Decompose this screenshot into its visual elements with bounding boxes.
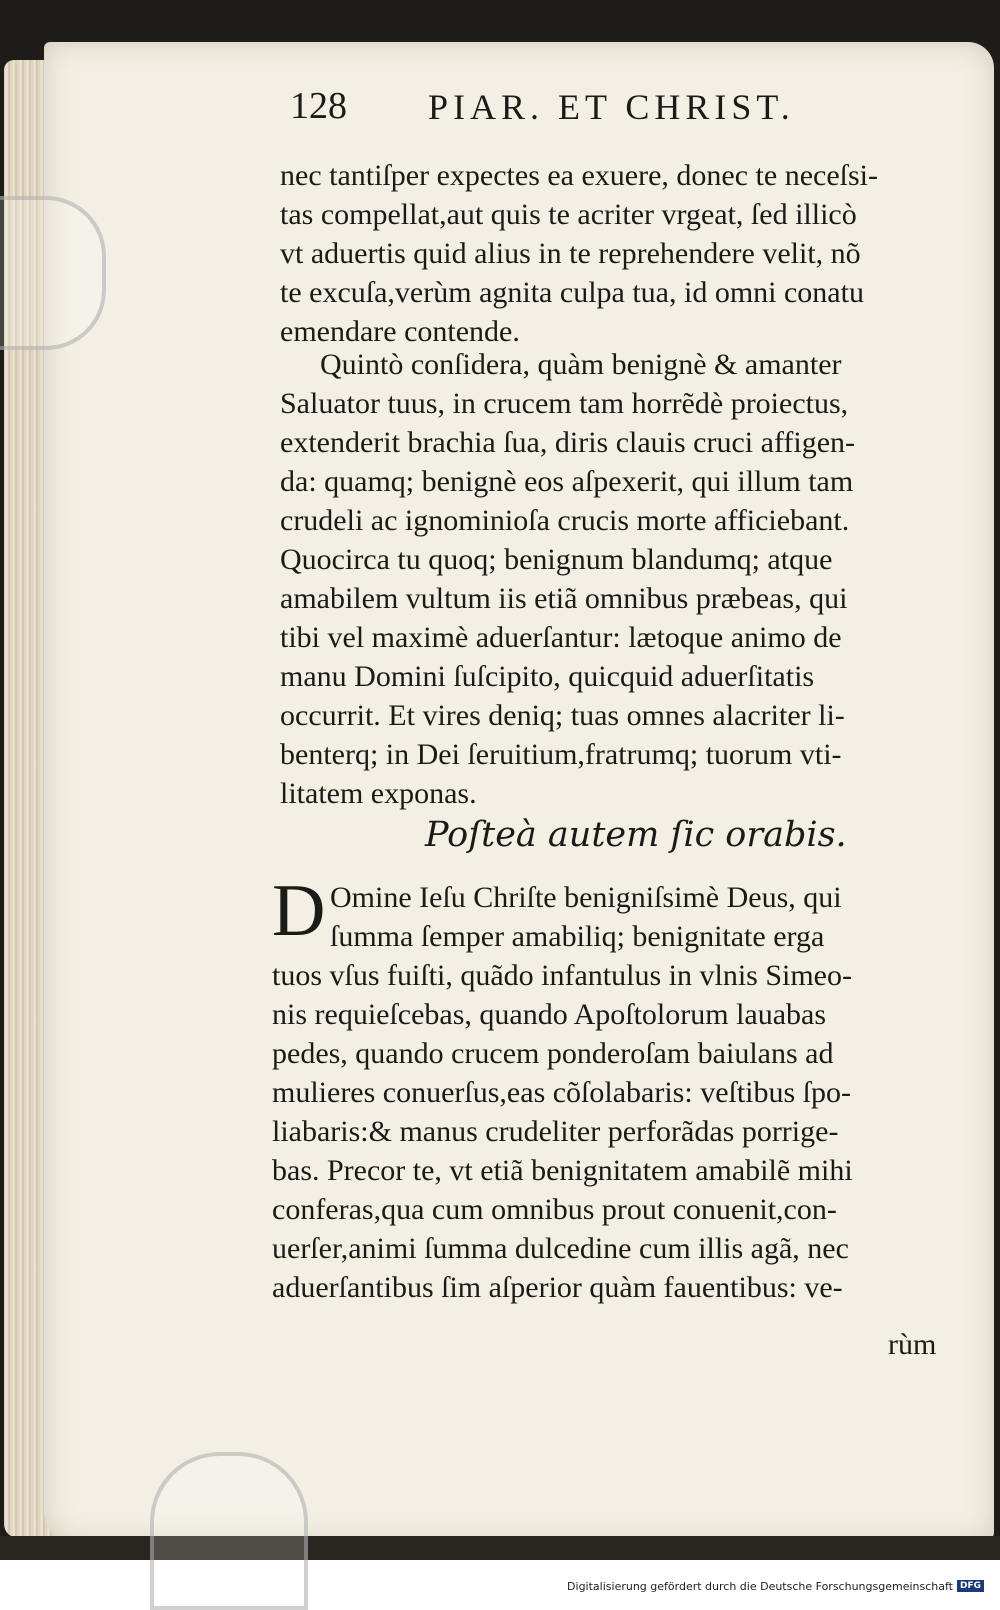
page-clip-bottom bbox=[150, 1452, 308, 1610]
text-line: Quocirca tu quoq; benignum blandumq; atque bbox=[280, 543, 833, 576]
text-line: emendare contende. bbox=[280, 315, 520, 348]
text-line: tas compellat,aut quis te acriter vrgeat, ſed illicò bbox=[280, 198, 857, 231]
text-line: uerſer,animi ſumma dulcedine cum illis agã, nec bbox=[272, 1232, 849, 1265]
paragraph-1 bbox=[280, 156, 962, 351]
text-line: nis requieſcebas, quando Apoſtolorum lauabas bbox=[272, 998, 827, 1031]
page-number: 128 bbox=[290, 85, 347, 127]
text-line: amabilem vultum iis etiã omnibus præbeas, qui bbox=[280, 582, 848, 615]
text-line: te excuſa,verùm agnita culpa tua, id omni conatu bbox=[280, 276, 864, 309]
digitization-credit bbox=[567, 1578, 984, 1594]
dfg-logo-icon: DFG bbox=[957, 1580, 984, 1592]
text-line: vt aduertis quid alius in te reprehendere velit, nõ bbox=[280, 237, 861, 270]
text-line: manu Domini ſuſcipito, quicquid aduerſitatis bbox=[280, 660, 815, 693]
running-title: PIAR. ET CHRIST. bbox=[428, 87, 795, 127]
paragraph-2 bbox=[280, 345, 962, 813]
page-clip-left bbox=[0, 196, 106, 350]
text-line: nec tantiſper expectes ea exuere, donec te neceſsi- bbox=[280, 159, 878, 192]
text-line: Saluator tuus, in crucem tam horrẽdè proiectus, bbox=[280, 387, 849, 420]
text-line: mulieres conuerſus,eas cõſolabaris: veſtibus ſpo- bbox=[272, 1076, 852, 1109]
page-header bbox=[290, 84, 900, 128]
text-line: litatem exponas. bbox=[280, 777, 477, 810]
text-line: Omine Ieſu Chriſte benigniſsimè Deus, qui bbox=[330, 881, 842, 914]
text-line: tuos vſus fuiſti, quãdo infantulus in vlnis Simeo- bbox=[272, 959, 852, 992]
catchword: rùm bbox=[888, 1328, 937, 1361]
text-line: aduerſantibus ſim aſperior quàm fauentibus: ve- bbox=[272, 1271, 843, 1304]
text-line: bas. Precor te, vt etiã benignitatem amabilẽ mihi bbox=[272, 1154, 853, 1187]
text-line: extenderit brachia ſua, diris clauis cruci affigen- bbox=[280, 426, 856, 459]
text-line: tibi vel maximè aduerſantur: lætoque animo de bbox=[280, 621, 842, 654]
credit-text: Digitalisierung gefördert durch die Deutsche Forschungsgemeinschaft bbox=[567, 1579, 953, 1593]
prayer-heading: Poſteà autem ſic orabis. bbox=[425, 815, 847, 855]
text-line: benterq; in Dei ſeruitium,fratrumq; tuorum vti- bbox=[280, 738, 842, 771]
text-line: Quintò conſidera, quàm benignè & amanter bbox=[320, 348, 842, 381]
drop-cap: D bbox=[272, 870, 326, 952]
text-line: da: quamq; benignè eos aſpexerit, qui illum tam bbox=[280, 465, 854, 498]
text-line: ſumma ſemper amabiliq; benignitate erga bbox=[330, 920, 825, 953]
text-line: pedes, quando crucem ponderoſam baiulans ad bbox=[272, 1037, 834, 1070]
prayer-text bbox=[272, 878, 962, 1307]
text-line: occurrit. Et vires deniq; tuas omnes alacriter li- bbox=[280, 699, 845, 732]
text-line: crudeli ac ignominioſa crucis morte afficiebant. bbox=[280, 504, 850, 537]
text-line: liabaris:& manus crudeliter perforãdas porrige- bbox=[272, 1115, 839, 1148]
text-line: conferas,qua cum omnibus prout conuenit,con- bbox=[272, 1193, 837, 1226]
